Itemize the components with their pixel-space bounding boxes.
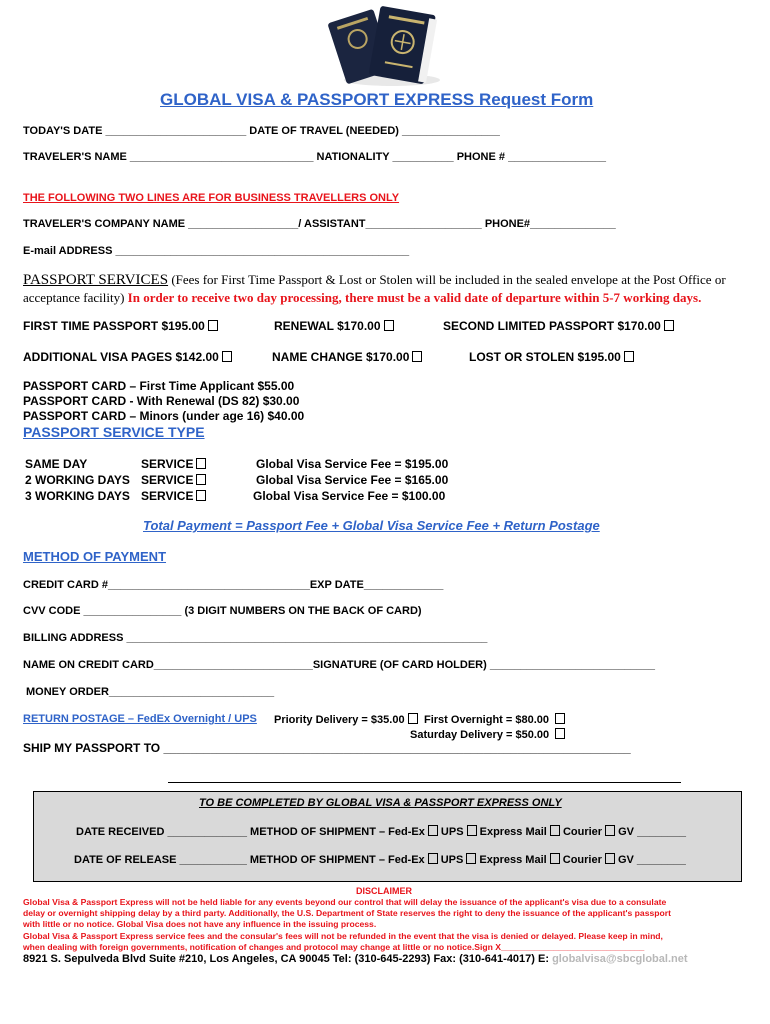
disclaimer-line: Global Visa & Passport Express will not be held liable for any events beyond our control that will delay the issuance of the applicant's visa due to a consulate bbox=[23, 897, 667, 907]
priority-delivery-label: Priority Delivery = $35.00 bbox=[274, 714, 405, 726]
ups-label: UPS bbox=[440, 854, 464, 866]
gv-release-field[interactable]: GV ________ bbox=[617, 854, 686, 866]
passport-services-paragraph bbox=[23, 271, 726, 306]
date-release-row[interactable] bbox=[74, 853, 686, 866]
saturday-delivery-label: Saturday Delivery = $50.00 bbox=[410, 729, 550, 741]
priority-delivery-option[interactable] bbox=[274, 713, 418, 726]
checkbox-icon[interactable] bbox=[196, 474, 206, 485]
option-label: NAME CHANGE $170.00 bbox=[272, 350, 410, 364]
option-second-limited-passport[interactable] bbox=[443, 319, 674, 333]
service-select-2-days[interactable] bbox=[141, 472, 206, 488]
email-address-line[interactable]: E-mail ADDRESS ________________________________________________ bbox=[23, 245, 410, 257]
service-select-same-day[interactable] bbox=[141, 456, 206, 472]
office-use-box bbox=[33, 791, 742, 882]
checkbox-icon[interactable] bbox=[428, 853, 438, 864]
passport-services-note-2: acceptance facility) bbox=[23, 290, 125, 305]
company-name-line[interactable]: TRAVELER'S COMPANY NAME __________________/ ASSISTANT___________________ PHONE#______________ bbox=[23, 218, 616, 230]
todays-date-line[interactable]: TODAY'S DATE _______________________ DATE OF TRAVEL (NEEDED) ________________ bbox=[23, 125, 500, 137]
service-fee-column bbox=[253, 456, 449, 504]
passport-card-renewal[interactable]: PASSPORT CARD - With Renewal (DS 82) $30.00 bbox=[23, 394, 300, 408]
checkbox-icon[interactable] bbox=[605, 853, 615, 864]
service-row-same-day: SAME DAY bbox=[25, 457, 88, 471]
passport-card-list bbox=[23, 379, 304, 424]
service-fee-same-day: Global Visa Service Fee = $195.00 bbox=[256, 457, 449, 471]
passport-card-first-time[interactable]: PASSPORT CARD – First Time Applicant $55.00 bbox=[23, 379, 295, 393]
option-label: FIRST TIME PASSPORT $195.00 bbox=[23, 319, 205, 333]
checkbox-icon[interactable] bbox=[555, 728, 565, 739]
ship-my-passport-line[interactable] bbox=[23, 741, 631, 755]
option-first-time-passport[interactable] bbox=[23, 319, 218, 333]
option-lost-or-stolen[interactable] bbox=[469, 350, 634, 364]
option-label: LOST OR STOLEN $195.00 bbox=[469, 350, 621, 364]
checkbox-icon[interactable] bbox=[408, 713, 418, 724]
service-row-3-days: 3 WORKING DAYS bbox=[25, 489, 130, 503]
option-renewal[interactable] bbox=[274, 319, 394, 333]
checkbox-icon[interactable] bbox=[467, 825, 477, 836]
passport-booklets-image bbox=[322, 6, 447, 88]
express-mail-label: Express Mail bbox=[479, 826, 547, 838]
gv-received-field[interactable]: GV ________ bbox=[618, 826, 687, 838]
total-payment-formula: Total Payment = Passport Fee + Global Visa Service Fee + Return Postage bbox=[143, 518, 600, 533]
credit-card-line[interactable]: CREDIT CARD #_________________________________EXP DATE_____________ bbox=[23, 579, 444, 591]
billing-address-line[interactable]: BILLING ADDRESS ___________________________________________________________ bbox=[23, 632, 488, 644]
date-received-row[interactable] bbox=[76, 825, 686, 838]
option-label: ADDITIONAL VISA PAGES $142.00 bbox=[23, 350, 219, 364]
checkbox-icon[interactable] bbox=[196, 490, 206, 501]
checkbox-icon[interactable] bbox=[550, 825, 560, 836]
service-fee-2-days: Global Visa Service Fee = $165.00 bbox=[256, 473, 449, 487]
disclaimer-line: with little or no notice. Global Visa does not have any influence in the issuing process. bbox=[23, 919, 377, 930]
checkbox-icon[interactable] bbox=[412, 351, 422, 362]
payment-heading: METHOD OF PAYMENT bbox=[23, 549, 167, 564]
service-label: SERVICE bbox=[141, 457, 194, 471]
date-received-label: DATE RECEIVED _____________ METHOD OF SHIPMENT – Fed-Ex bbox=[76, 826, 425, 838]
courier-label: Courier bbox=[562, 854, 602, 866]
saturday-delivery-option[interactable] bbox=[410, 728, 565, 741]
option-additional-visa-pages[interactable] bbox=[23, 350, 232, 364]
return-postage-link[interactable]: RETURN POSTAGE – FedEx Overnight / UPS bbox=[23, 713, 257, 725]
checkbox-icon[interactable] bbox=[605, 825, 615, 836]
checkbox-icon[interactable] bbox=[384, 320, 394, 331]
passport-services-note: (Fees for First Time Passport & Lost or Stolen will be included in the sealed envelope at the Post Office or bbox=[171, 272, 726, 287]
disclaimer-sign-line[interactable]: when dealing with foreign governments, notification of changes and protocol may change at little or no notice.Sign X______________________________ bbox=[23, 941, 645, 952]
footer-contact bbox=[23, 953, 688, 965]
checkbox-icon[interactable] bbox=[428, 825, 438, 836]
disclaimer-line: Global Visa & Passport Express service fees and the consular's fees will not be refunded in the event that the visa is denied or delayed. Please keep in mind, bbox=[23, 930, 663, 941]
checkbox-icon[interactable] bbox=[208, 320, 218, 331]
checkbox-icon[interactable] bbox=[624, 351, 634, 362]
passport-card-minors[interactable]: PASSPORT CARD – Minors (under age 16) $40.00 bbox=[23, 409, 305, 423]
first-overnight-option[interactable] bbox=[424, 713, 565, 726]
express-mail-label: Express Mail bbox=[479, 854, 547, 866]
passport-services-heading: PASSPORT SERVICES bbox=[23, 272, 169, 288]
disclaimer-line: delay or overnight shipping delay by a third party. Additionally, the U.S. Department of State reserves the right to deny the issuance of the applicant's passport bbox=[23, 908, 671, 919]
date-release-label: DATE OF RELEASE ___________ METHOD OF SHIPMENT – Fed-Ex bbox=[74, 854, 425, 866]
ship-my-passport-label: SHIP MY PASSPORT TO bbox=[23, 741, 161, 755]
checkbox-icon[interactable] bbox=[466, 853, 476, 864]
ship-address-line-2[interactable] bbox=[168, 782, 681, 783]
service-speed-labels bbox=[25, 456, 130, 504]
checkbox-icon[interactable] bbox=[196, 458, 206, 469]
disclaimer-heading: DISCLAIMER bbox=[356, 886, 412, 896]
service-label: SERVICE bbox=[141, 473, 194, 487]
option-name-change[interactable] bbox=[272, 350, 422, 364]
service-select-3-days[interactable] bbox=[141, 488, 206, 504]
money-order-line[interactable]: MONEY ORDER___________________________ bbox=[26, 686, 275, 698]
footer-address: 8921 S. Sepulveda Blvd Suite #210, Los Angeles, CA 90045 Tel: (310-645-2293) Fax: (310-641-4017) E: bbox=[23, 953, 550, 965]
checkbox-icon[interactable] bbox=[664, 320, 674, 331]
service-type-heading: PASSPORT SERVICE TYPE bbox=[23, 424, 205, 440]
traveler-name-line[interactable]: TRAVELER'S NAME ______________________________ NATIONALITY __________ PHONE # ________________ bbox=[23, 151, 606, 163]
option-label: SECOND LIMITED PASSPORT $170.00 bbox=[443, 319, 661, 333]
disclaimer-text bbox=[23, 897, 671, 953]
two-day-processing-note: In order to receive two day processing, there must be a valid date of departure within 5-7 working days. bbox=[127, 290, 702, 305]
ups-label: UPS bbox=[440, 826, 464, 838]
service-fee-3-days: Global Visa Service Fee = $100.00 bbox=[253, 489, 446, 503]
office-use-heading: TO BE COMPLETED BY GLOBAL VISA & PASSPORT EXPRESS ONLY bbox=[199, 797, 562, 809]
checkbox-icon[interactable] bbox=[550, 853, 560, 864]
service-label: SERVICE bbox=[141, 489, 194, 503]
footer-email-link[interactable]: globalvisa@sbcglobal.net bbox=[552, 953, 688, 965]
first-overnight-label: First Overnight = $80.00 bbox=[424, 714, 550, 726]
business-notice: THE FOLLOWING TWO LINES ARE FOR BUSINESS TRAVELLERS ONLY bbox=[23, 192, 400, 204]
courier-label: Courier bbox=[562, 826, 603, 838]
service-checkbox-column bbox=[141, 456, 206, 504]
page-title: GLOBAL VISA & PASSPORT EXPRESS Request Form bbox=[160, 90, 594, 109]
name-on-card-line[interactable]: NAME ON CREDIT CARD__________________________SIGNATURE (OF CARD HOLDER) ___________________________ bbox=[23, 659, 656, 671]
ship-address-line-1[interactable]: ______________________________________________________________________ bbox=[163, 741, 631, 755]
checkbox-icon[interactable] bbox=[222, 351, 232, 362]
checkbox-icon[interactable] bbox=[555, 713, 565, 724]
option-label: RENEWAL $170.00 bbox=[274, 319, 381, 333]
service-row-2-days: 2 WORKING DAYS bbox=[25, 473, 130, 487]
cvv-code-line[interactable]: CVV CODE ________________ (3 DIGIT NUMBERS ON THE BACK OF CARD) bbox=[23, 605, 422, 617]
